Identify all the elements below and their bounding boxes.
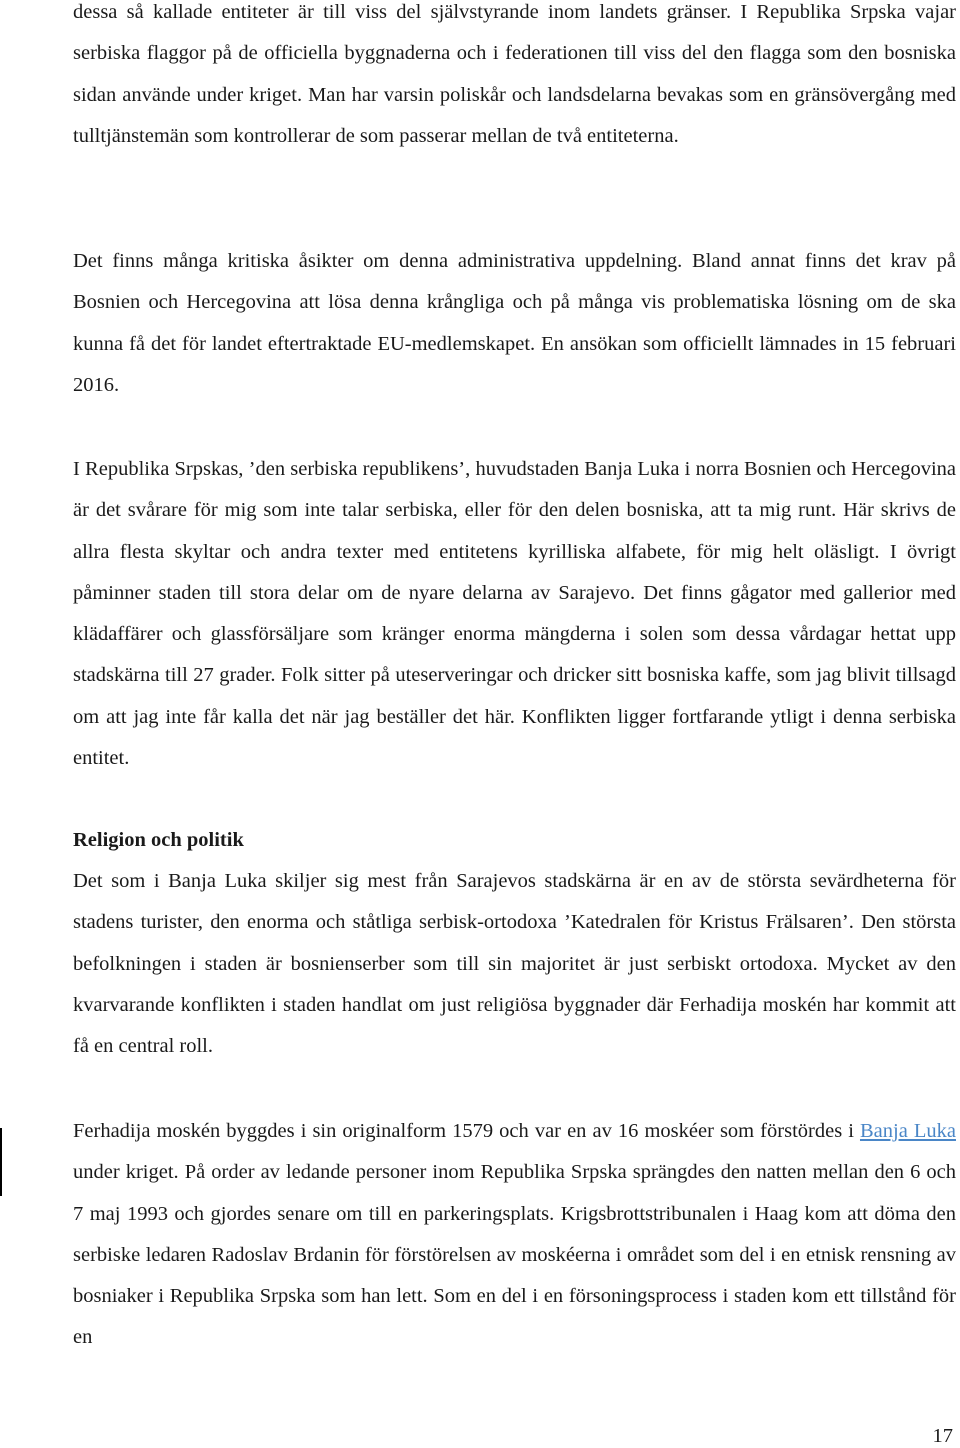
paragraph-religion: Det som i Banja Luka skiljer sig mest från Sarajevos stadskärna är en av de största sevärdheterna för stadens turister, den enorma och ståtliga serbisk-ortodoxa ’Katedralen för Kristus Frälsaren’. Den största befolkningen i staden är bosnienserber som till sin majoritet är just serbiskt ortodoxa. Mycket av den kvarvarande konflikten i staden handlat om just religiösa byggnader där Ferhadija moskén har kommit att få en central roll. bbox=[73, 870, 956, 1058]
revision-change-bar bbox=[0, 1128, 2, 1196]
paragraph-ferhadija bbox=[73, 1111, 956, 1359]
page-number: 17 bbox=[932, 1425, 953, 1447]
paragraph-criticism: Det finns många kritiska åsikter om denna administrativa uppdelning. Bland annat finns det krav på Bosnien och Hercegovina att lösa denna krångliga och på många vis problematiska lösning om de ska kunna få det för landet eftertraktade EU-medlemskapet. En ansökan som officiellt lämnades in 15 februari 2016. bbox=[73, 250, 956, 396]
paragraph-ferhadija-end: under kriget. På order av ledande personer inom Republika Srpska sprängdes den natten mellan den 6 och 7 maj 1993 och gjordes senare om till en parkeringsplats. Krigsbrottstribunalen i Haag kom att döma den serbiske ledaren Radoslav Brdanin för förstörelsen av moskéerna i området som del i en etnisk rensning av bosniaker i Republika Srpska som han lett. Som en del i en försoningsprocess i staden kom ett tillstånd för en bbox=[73, 1161, 956, 1349]
paragraph-entities: dessa så kallade entiteter är till viss del självstyrande inom landets gränser. I Republika Srpska vajar serbiska flaggor på de officiella byggnaderna och i federationen till viss del den flagga som den bosniska sidan använde under kriget. Man har varsin poliskår och landsdelarna bevakas som en gränsövergång med tulltjänstemän som kontrollerar de som passerar mellan de två entiteterna. bbox=[73, 1, 956, 147]
section-heading-religion: Religion och politik bbox=[73, 829, 244, 851]
banja-luka-link[interactable]: Banja Luka bbox=[859, 1120, 956, 1142]
paragraph-republika-srpska: I Republika Srpskas, ’den serbiska republikens’, huvudstaden Banja Luka i norra Bosnien och Hercegovina är det svårare för mig som inte talar serbiska, eller för den delen bosniska, att ta mig runt. Här skrivs de allra flesta skyltar och andra texter med entitetens kyrilliska alfabete, för mig helt oläsligt. I övrigt påminner staden till stora delar om de nyare delarna av Sarajevo. Det finns gågator med gallerior med klädaffärer och glassförsäljare som kränger enorma mängderna i solen som dessa vårdagar hettat upp stadskärna till 27 grader. Folk sitter på uteserveringar och dricker sitt bosniska kaffe, som jag blivit tillsagd om att jag inte får kalla det när jag beställer det här. Konflikten ligger fortfarande ytligt i denna serbiska entitet. bbox=[73, 458, 956, 770]
paragraph-ferhadija-start: Ferhadija moskén byggdes i sin originalform 1579 och var en av 16 moskéer som förstördes i bbox=[73, 1120, 860, 1142]
